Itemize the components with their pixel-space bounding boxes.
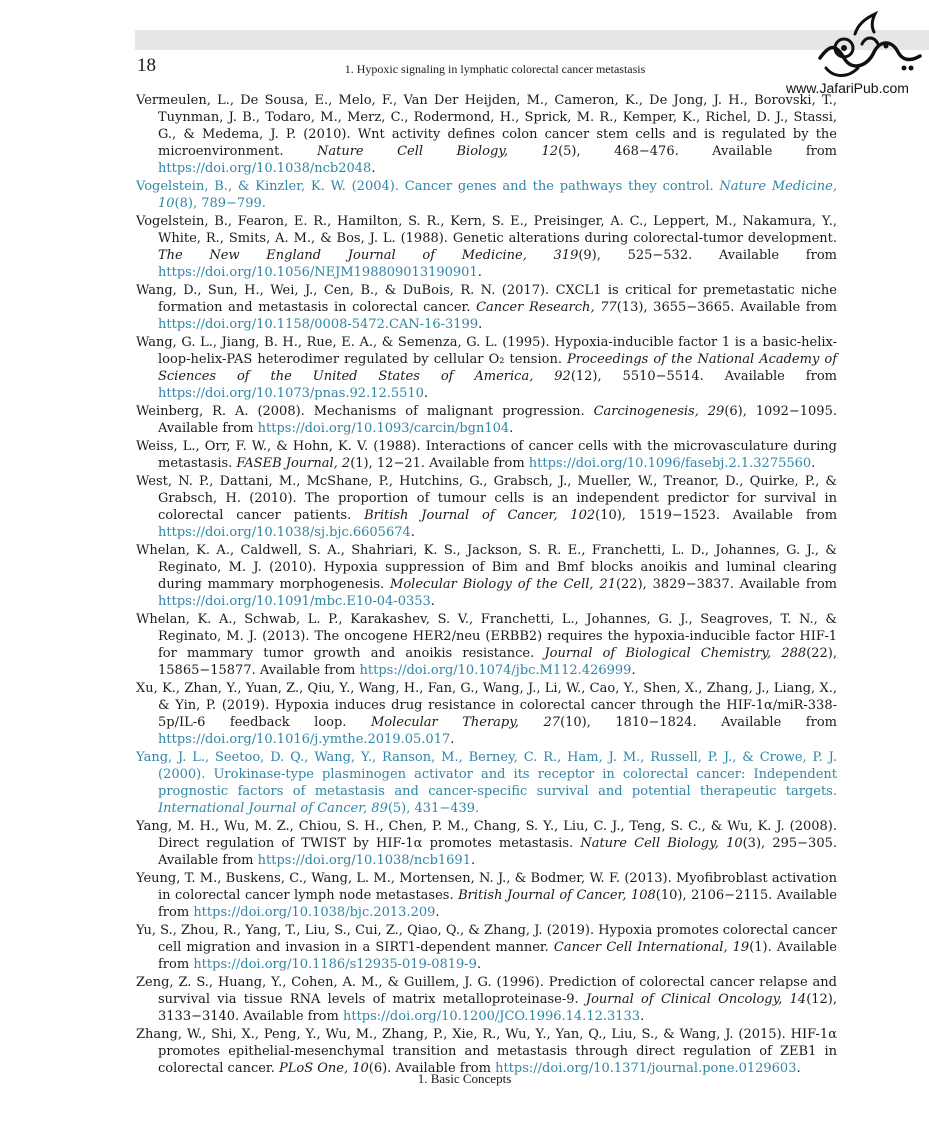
reference-entry	[136, 542, 837, 610]
reference-journal: British Journal of Cancer	[364, 508, 554, 523]
reference-volume: , 29	[694, 404, 725, 419]
doi-link[interactable]: https://doi.org/10.1074/jbc.M112.426999	[359, 663, 632, 678]
reference-end: .	[631, 663, 636, 678]
reference-end: .	[476, 957, 482, 972]
reference-end: .	[371, 161, 376, 176]
reference-text: West, N. P., Dattani, M., McShane, P., Hutchins, G., Grabsch, J., Mueller, W., Treanor, D., Quirke, P., & Grabsch, H. (2010). The proportion of tumour cells is an independent predictor for survival in colorectal cancer patients.	[136, 474, 837, 523]
reference-entry	[136, 282, 837, 333]
reference-entry	[136, 1026, 837, 1077]
reference-text: Xu, K., Zhan, Y., Yuan, Z., Qiu, Y., Wang, H., Fan, G., Wang, J., Li, W., Cao, Y., Shen, X., Zhang, J., Liang, X., & Yin, P. (2019). Hypoxia induces drug resistance in colorectal cancer through the HIF-1α/miR-338-5p/IL-6 feedback loop.	[136, 681, 837, 730]
doi-link[interactable]: https://doi.org/10.1371/journal.pone.0129603	[495, 1061, 797, 1076]
reference-end: .	[450, 732, 455, 747]
reference-journal: Carcinogenesis	[593, 404, 695, 419]
reference-volume: , 89	[363, 801, 388, 816]
reference-entry	[136, 403, 837, 437]
reference-pages: (1), 12−21. Available from	[350, 456, 529, 471]
reference-pages: (12), 3133−3140. Available from	[158, 992, 838, 1024]
reference-journal: International Journal of Cancer	[158, 801, 364, 816]
reference-entry	[136, 611, 837, 679]
doi-link[interactable]: https://doi.org/10.1200/JCO.1996.14.12.3133	[342, 1009, 641, 1024]
reference-journal: Molecular Biology of the Cell	[390, 577, 590, 592]
reference-volume: , 102	[553, 508, 596, 523]
reference-text: Yang, J. L., Seetoo, D. Q., Wang, Y., Ranson, M., Berney, C. R., Ham, J. M., Russell, P. J., & Crowe, P. J. (2000). Urokinase-type plasminogen activator and its receptor in colorectal cancer: Independent prognostic factors of metastasis and cancer-specific survival and potential therapeutic targets.	[136, 750, 837, 799]
doi-link[interactable]: https://doi.org/10.1038/ncb2048	[158, 161, 372, 176]
page-footer: 1. Basic Concepts	[417, 1071, 512, 1086]
reference-pages: (12), 5510−5514. Available from	[570, 369, 837, 384]
reference-volume: , 10	[343, 1061, 369, 1076]
reference-entry[interactable]	[136, 178, 837, 212]
reference-journal: Cancer Research	[476, 300, 591, 315]
reference-pages: (9), 525−532. Available from	[578, 248, 837, 263]
reference-text: Vermeulen, L., De Sousa, E., Melo, F., Van Der Heijden, M., Cameron, K., De Jong, J. H., Borovski, T., Tuynman, J. B., Todaro, M., Merz, C., Rodermond, H., Sprick, M. R., Kemper, K., Richel, D. J., Stassi, G., & Medema, J. P. (2010). Wnt activity defines colon cancer stem cells and is regulated by the microenvironment.	[136, 93, 837, 159]
reference-volume: , 2	[333, 456, 351, 471]
reference-list	[136, 92, 837, 1078]
reference-text: Weinberg, R. A. (2008). Mechanisms of malignant progression.	[136, 404, 594, 419]
reference-pages: (10), 1519−1523. Available from	[595, 508, 838, 523]
reference-volume: , 14	[778, 992, 807, 1007]
reference-entry	[136, 213, 837, 281]
reference-text: Zhang, W., Shi, X., Peng, Y., Wu, M., Zhang, P., Xie, R., Wu, Y., Yan, Q., Liu, S., & Wang, J. (2015). HIF-1α promotes epithelial-mesenchymal transition and metastasis through direct regulation of ZEB1 in colorectal cancer.	[136, 1027, 837, 1076]
reference-text: Yu, S., Zhou, R., Yang, T., Liu, S., Cui, Z., Qiao, Q., & Zhang, J. (2019). Hypoxia promotes colorectal cancer cell migration and invasion in a SIRT1-dependent manner.	[136, 923, 837, 955]
reference-text: Vogelstein, B., Fearon, E. R., Hamilton, S. R., Kern, S. E., Preisinger, A. C., Leppert, M., Nakamura, Y., White, R., Smits, A. M., & Bos, J. L. (1988). Genetic alterations during colorectal-tumor development.	[136, 214, 837, 246]
reference-volume: , 12	[503, 144, 559, 159]
doi-link[interactable]: https://doi.org/10.1038/ncb1691	[257, 853, 471, 868]
reference-entry	[136, 334, 837, 402]
reference-entry	[136, 92, 837, 177]
reference-journal: The New England Journal of Medicine	[158, 248, 523, 263]
reference-text: Yeung, T. M., Buskens, C., Wang, L. M., Mortensen, N. J., & Bodmer, W. F. (2013). Myofibroblast activation in colorectal cancer lymph node metastases.	[136, 871, 837, 903]
reference-end: .	[435, 905, 440, 920]
doi-link[interactable]: https://doi.org/10.1158/0008-5472.CAN-16-3199	[158, 317, 479, 332]
reference-volume: , 21	[589, 577, 616, 592]
reference-end: .	[796, 1061, 801, 1076]
reference-volume: , 77	[590, 300, 617, 315]
reference-journal: Cancer Cell International	[553, 940, 724, 955]
reference-pages: (10), 2106−2115. Available from	[158, 888, 837, 920]
reference-journal: Journal of Clinical Oncology	[585, 992, 779, 1007]
reference-end: .	[410, 525, 415, 540]
reference-journal: Nature Cell Biology	[580, 836, 715, 851]
reference-volume: , 27	[514, 715, 561, 730]
reference-end: .	[470, 853, 476, 868]
reference-end: .	[430, 594, 435, 609]
reference-entry	[136, 680, 837, 748]
page-number: 18	[137, 55, 156, 76]
reference-volume: , 10	[714, 836, 743, 851]
reference-pages: (1). Available from	[158, 940, 838, 972]
reference-pages: (22), 15865−15877. Available from	[158, 646, 838, 678]
reference-text: Whelan, K. A., Schwab, L. P., Karakashev, S. V., Franchetti, L., Johannes, G. J., Seagroves, T. N., & Reginato, M. J. (2013). The oncogene HER2/neu (ERBB2) requires the hypoxia-inducible factor HIF-1 for mammary tumor growth and anoikis resistance.	[136, 612, 837, 661]
reference-text: Wang, D., Sun, H., Wei, J., Cen, B., & DuBois, R. N. (2017). CXCL1 is critical for premetastatic niche formation and metastasis in colorectal cancer.	[136, 283, 837, 315]
reference-journal: Nature Cell Biology	[317, 144, 504, 159]
running-head: 1. Hypoxic signaling in lymphatic colorectal cancer metastasis	[344, 62, 646, 76]
reference-pages: (8), 789−799.	[174, 196, 266, 211]
reference-entry	[136, 870, 837, 921]
reference-pages: (6), 1092−1095. Available from	[158, 404, 837, 436]
reference-text: Weiss, L., Orr, F. W., & Hohn, K. V. (1988). Interactions of cancer cells with the microvasculature during metastasis.	[136, 439, 837, 471]
doi-link[interactable]: https://doi.org/10.1096/fasebj.2.1.3275560	[528, 456, 812, 471]
reference-entry	[136, 438, 837, 472]
reference-journal: PLoS One	[278, 1061, 344, 1076]
reference-pages: (22), 3829−3837. Available from	[615, 577, 837, 592]
reference-volume: , 319	[522, 248, 579, 263]
reference-entry	[136, 974, 837, 1025]
reference-pages: (5), 468−476. Available from	[558, 144, 837, 159]
reference-journal: Nature Medicine	[719, 179, 833, 194]
reference-end: .	[477, 265, 482, 280]
reference-entry	[136, 922, 837, 973]
reference-journal: Journal of Biological Chemistry	[544, 646, 768, 661]
reference-text: Vogelstein, B., & Kinzler, K. W. (2004). Cancer genes and the pathways they control.	[136, 179, 720, 194]
reference-text: Zeng, Z. S., Huang, Y., Cohen, A. M., & Guillem, J. G. (1996). Prediction of colorectal cancer relapse and survival via tissue RNA levels of matrix metalloproteinase-9.	[136, 975, 837, 1007]
doi-link[interactable]: https://doi.org/10.1056/NEJM198809013190901	[158, 265, 478, 280]
reference-end: .	[423, 386, 429, 401]
reference-pages: (3), 295−305. Available from	[158, 836, 837, 868]
reference-entry[interactable]	[136, 749, 837, 817]
doi-link[interactable]: https://doi.org/10.1038/sj.bjc.6605674	[158, 525, 411, 540]
reference-end: .	[811, 456, 816, 471]
doi-link[interactable]: https://doi.org/10.1073/pnas.92.12.5510	[158, 386, 424, 401]
reference-end: .	[478, 317, 483, 332]
reference-volume: , 10	[158, 179, 837, 211]
reference-pages: (6). Available from	[368, 1061, 496, 1076]
reference-journal: FASEB Journal	[236, 456, 334, 471]
reference-volume: , 108	[622, 888, 656, 903]
reference-pages: (10), 1810−1824. Available from	[560, 715, 837, 730]
doi-link[interactable]: https://doi.org/10.1016/j.ymthe.2019.05.017	[158, 732, 451, 747]
reference-volume: , 288	[767, 646, 807, 661]
reference-end: .	[509, 421, 514, 436]
reference-pages: (13), 3655−3665. Available from	[616, 300, 837, 315]
reference-pages: (5), 431−439.	[387, 801, 480, 816]
doi-link[interactable]: https://doi.org/10.1093/carcin/bgn104	[257, 421, 510, 436]
reference-text: Yang, M. H., Wu, M. Z., Chiou, S. H., Chen, P. M., Chang, S. Y., Liu, C. J., Teng, S. C., & Wu, K. J. (2008). Direct regulation of TWIST by HIF-1α promotes metastasis.	[136, 819, 837, 851]
watermark-text: www.JafariPub.com	[786, 80, 909, 96]
reference-end: .	[640, 1009, 645, 1024]
reference-text: Whelan, K. A., Caldwell, S. A., Shahriari, K. S., Jackson, S. R. E., Franchetti, L. D., Johannes, G. J., & Reginato, M. J. (2010). Hypoxia suppression of Bim and Bmf blocks anoikis and luminal clearing during mammary morphogenesis.	[136, 543, 837, 592]
reference-entry	[136, 818, 837, 869]
doi-link[interactable]: https://doi.org/10.1038/bjc.2013.209	[193, 905, 436, 920]
doi-link[interactable]: https://doi.org/10.1186/s12935-019-0819-9	[193, 957, 477, 972]
reference-journal: British Journal of Cancer	[458, 888, 623, 903]
reference-journal: Molecular Therapy	[370, 715, 515, 730]
reference-volume: , 19	[723, 940, 750, 955]
reference-entry	[136, 473, 837, 541]
reference-journal: Proceedings of the National Academy of Sciences of the United States of America	[158, 352, 838, 384]
reference-volume: , 92	[529, 369, 571, 384]
reference-text: Wang, G. L., Jiang, B. H., Rue, E. A., & Semenza, G. L. (1995). Hypoxia-inducible factor 1 is a basic-helix-loop-helix-PAS heterodimer regulated by cellular O₂ tension.	[136, 335, 837, 367]
doi-link[interactable]: https://doi.org/10.1091/mbc.E10-04-0353	[158, 594, 431, 609]
